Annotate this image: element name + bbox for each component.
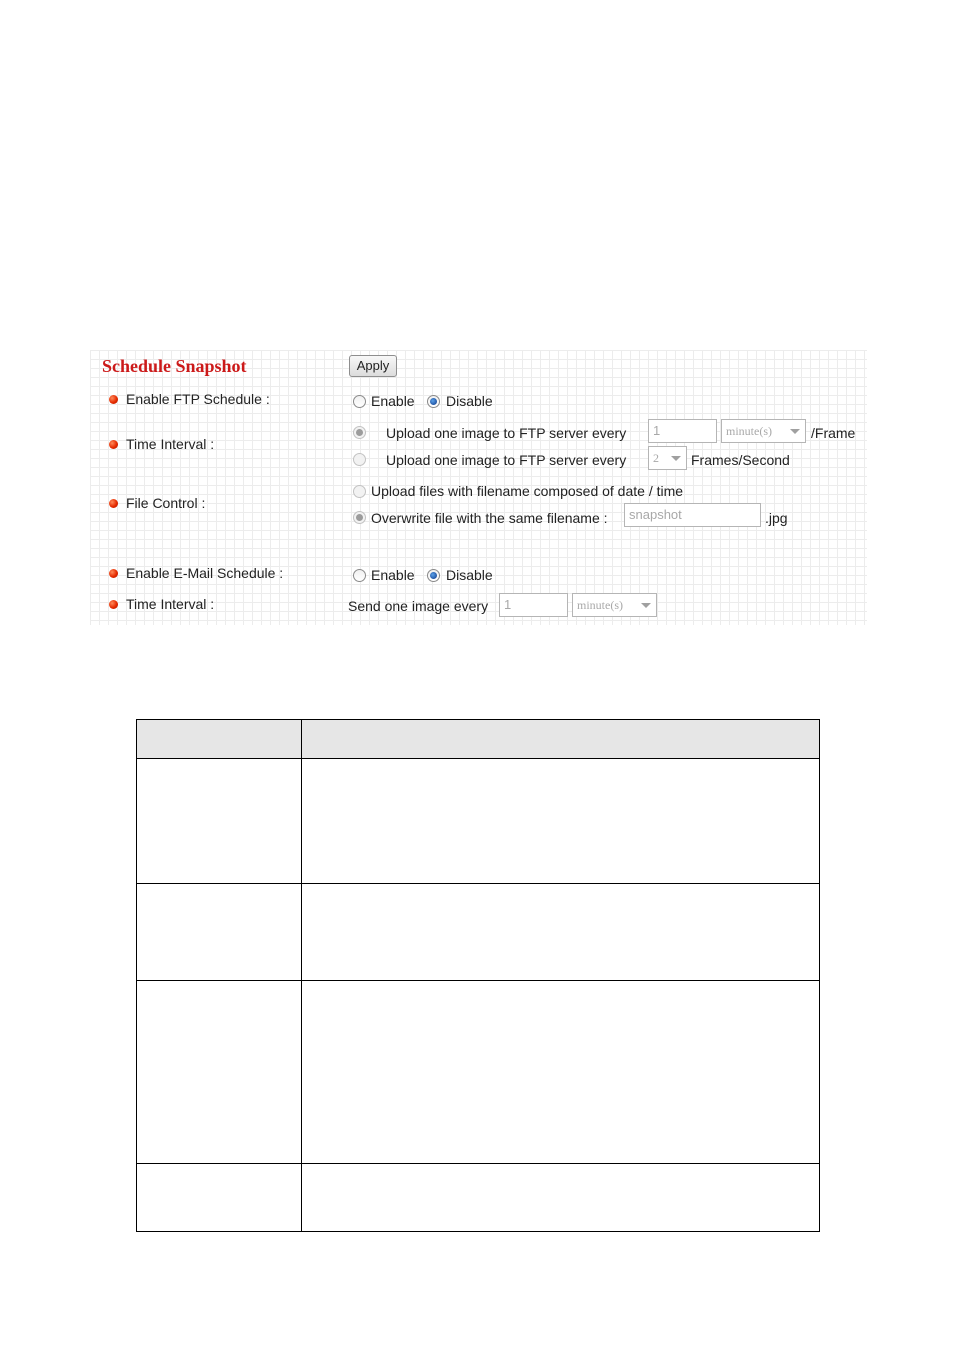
frames-per-second-select[interactable] [648, 446, 687, 470]
email-disable-label: Disable [446, 567, 493, 583]
email-enable-label: Enable [371, 567, 415, 583]
table-cell [137, 884, 302, 981]
file-datetime-text: Upload files with filename composed of date / time [371, 483, 684, 499]
table-cell [137, 981, 302, 1164]
enable-email-schedule-label: Enable E-Mail Schedule : [126, 565, 284, 581]
ftp-disable-label: Disable [446, 393, 493, 409]
interval-option1-text: Upload one image to FTP server every [386, 425, 627, 441]
email-interval-input[interactable]: 1 [499, 593, 568, 617]
bullet-icon [109, 600, 118, 609]
chevron-down-icon [641, 603, 651, 608]
table-cell [302, 884, 820, 981]
table-row [137, 981, 820, 1164]
table-cell [302, 1164, 820, 1232]
table-cell [302, 981, 820, 1164]
file-control-label: File Control : [126, 495, 206, 511]
schedule-snapshot-panel [90, 350, 867, 625]
email-time-interval-label: Time Interval : [126, 596, 215, 612]
table-cell [302, 759, 820, 884]
bullet-icon [109, 569, 118, 578]
interval-unit-value: minute(s) [726, 424, 772, 438]
bullet-icon [109, 499, 118, 508]
table-header-row [137, 720, 820, 759]
file-extension: .jpg [765, 510, 788, 526]
email-interval-unit-select[interactable] [572, 593, 657, 617]
apply-button[interactable]: Apply [349, 355, 397, 377]
bullet-icon [109, 440, 118, 449]
file-overwrite-radio[interactable] [353, 511, 366, 524]
email-disable-radio[interactable] [427, 569, 440, 582]
table-cell [137, 759, 302, 884]
interval-option1-radio[interactable] [353, 426, 366, 439]
table-header-cell [137, 720, 302, 759]
frames-per-second-suffix: Frames/Second [691, 452, 790, 468]
panel-title: Schedule Snapshot [102, 356, 247, 376]
interval-minutes-input[interactable]: 1 [648, 419, 717, 443]
description-table [136, 719, 820, 1232]
email-enable-radio[interactable] [353, 569, 366, 582]
table-row [137, 884, 820, 981]
interval-unit-select[interactable] [721, 419, 806, 443]
enable-ftp-schedule-label: Enable FTP Schedule : [126, 391, 270, 407]
send-image-text: Send one image every [348, 598, 489, 614]
filename-input[interactable]: snapshot [624, 503, 761, 527]
interval-option2-text: Upload one image to FTP server every [386, 452, 627, 468]
table-header-cell [302, 720, 820, 759]
ftp-disable-radio[interactable] [427, 395, 440, 408]
interval-option2-radio[interactable] [353, 453, 366, 466]
email-interval-unit-value: minute(s) [577, 598, 623, 612]
chevron-down-icon [790, 429, 800, 434]
time-interval-label: Time Interval : [126, 436, 215, 452]
frames-value: 2 [653, 451, 659, 465]
chevron-down-icon [671, 456, 681, 461]
table-row [137, 1164, 820, 1232]
ftp-enable-radio[interactable] [353, 395, 366, 408]
interval-frame-suffix: /Frame [811, 425, 856, 441]
ftp-enable-label: Enable [371, 393, 415, 409]
bullet-icon [109, 395, 118, 404]
table-row [137, 759, 820, 884]
file-datetime-radio[interactable] [353, 485, 366, 498]
table-cell [137, 1164, 302, 1232]
file-overwrite-text: Overwrite file with the same filename : [371, 510, 608, 526]
